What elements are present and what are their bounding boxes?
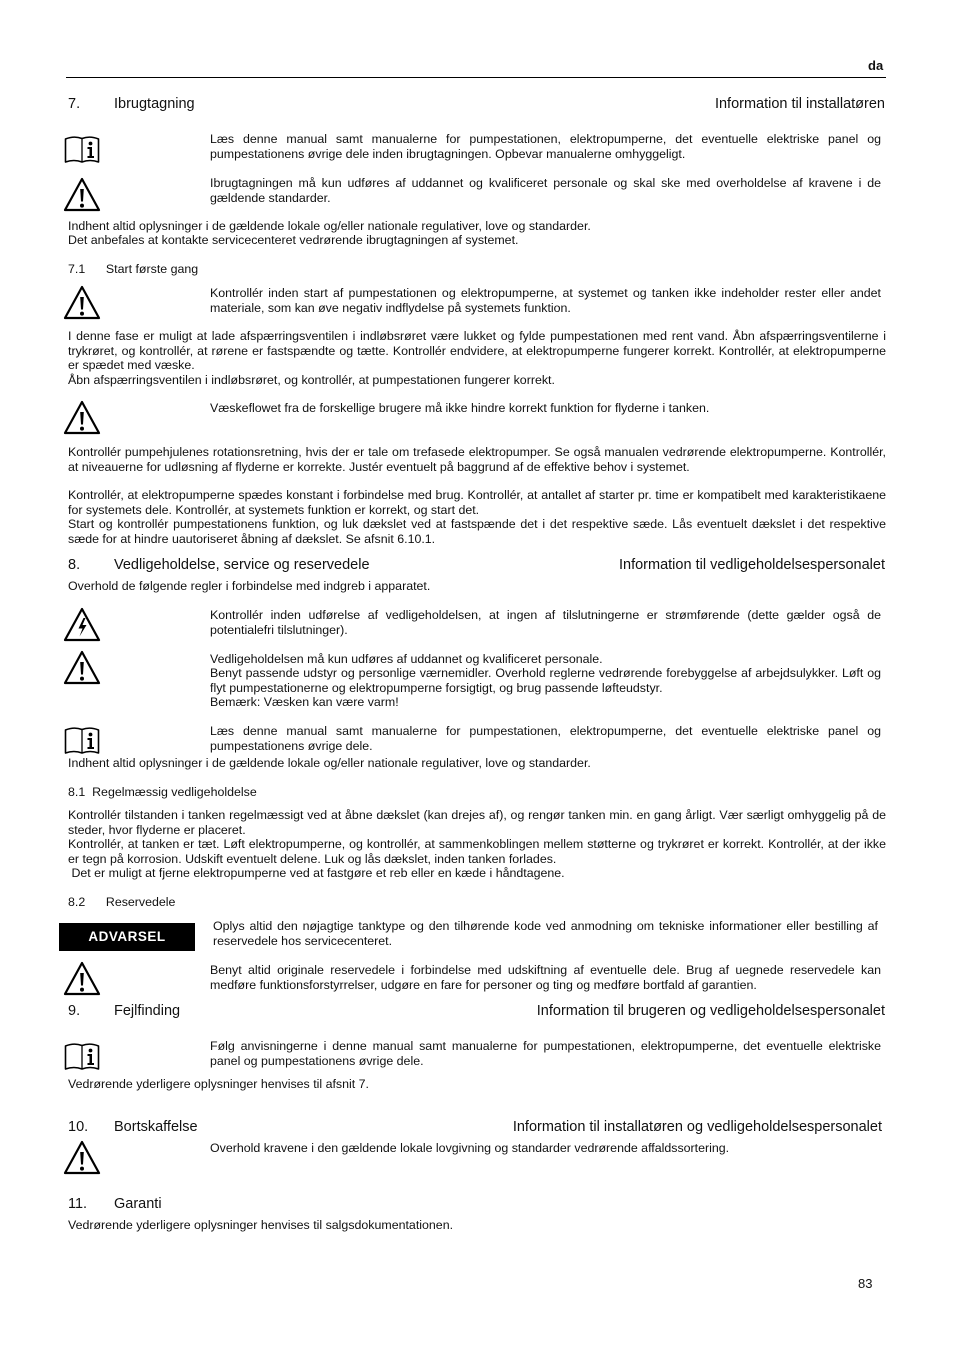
section-7-1-paragraph-3: Kontrollér pumpehjulenes rotationsretning, hvis der er tale om trefasede elektropumper. Se også manualen vedrørende elektropumperne. Kontrollér, at niveauerne for udløsning af flyderne er korrekte. Justér eventuelt på baggrund af de effektive behov i systemet. xyxy=(68,445,886,474)
section-7-1-warning-note-2: Væskeflowet fra de forskellige brugere må ikke hindre korrekt funktion for flyderne i tanken. xyxy=(210,401,710,415)
section-8-2-badge-text: Oplys altid den nøjagtige tanktype og den tilhørende kode ved anmodning om tekniske informationer eller bestilling af reservedele hos servicecenteret. xyxy=(213,919,878,948)
section-7-1-warning-note: Kontrollér inden start af pumpestationen og elektropumperne, at systemet og tanken ikke indeholder rester eller andet materiale, som kan øve negativ indflydelse på systemets funktion. xyxy=(210,286,881,315)
section-9-text: Vedrørende yderligere oplysninger henvises til afsnit 7. xyxy=(68,1077,369,1091)
section-7-1-paragraph-2: Åbn afspærringsventilen i indløbsrøret, og kontrollér, at pumpestationen fungerer korrekt. xyxy=(68,373,555,387)
warning-triangle-icon xyxy=(63,1140,101,1175)
section-8-warning-line-2: Benyt passende udstyr og personlige værnemidler. Overhold reglerne vedrørende forebyggelse af arbejdsulykker. Løft og flyt pumpestationerne og elektropumperne forsigtigt, og brug passende løfteudstyr. xyxy=(210,666,881,695)
section-7-title: Ibrugtagning xyxy=(114,96,195,112)
warning-triangle-icon xyxy=(63,177,101,212)
section-8-warning-line-1: Vedligeholdelsen må kun udføres af uddannet og kvalificeret personale. xyxy=(210,652,603,666)
section-7-1-paragraph-4: Kontrollér, at elektropumperne spædes konstant i forbindelse med brug. Kontrollér, at antallet af starter pr. time er kompatibelt med karakteristikaene for systemets dele. Kontrollér, at systemets funktion er korrekt, og start det. xyxy=(68,488,886,517)
section-9-info-note: Følg anvisningerne i denne manual samt manualerne for pumpestationen, elektropumperne, det eventuelle elektriske panel og pumpestationens øvrige dele. xyxy=(210,1039,881,1068)
warning-triangle-icon xyxy=(63,650,101,685)
section-9-title: Fejlfinding xyxy=(114,1003,181,1019)
advarsel-badge: ADVARSEL xyxy=(59,923,195,951)
section-10-warning-note: Overhold kravene i den gældende lokale lovgivning og standarder vedrørende affaldssortering. xyxy=(210,1141,730,1155)
section-10-title: Bortskaffelse xyxy=(114,1119,198,1135)
warning-triangle-icon xyxy=(63,400,101,435)
section-10-audience: Information til installatøren og vedligeholdelsespersonalet xyxy=(512,1119,882,1135)
manual-info-icon xyxy=(63,726,101,756)
section-8-2-warning-note: Benyt altid originale reservedele i forbindelse med udskiftning af eventuelle dele. Brug af uegnede reservedele kan medføre funktionsforstyrrelser, udgøre en fare for personer og ting og medføre bortfald af garantien. xyxy=(210,963,881,992)
section-11-number: 11. xyxy=(68,1196,88,1212)
section-8-2-title: 8.2 Reservedele xyxy=(68,895,176,909)
section-7-audience: Information til installatøren xyxy=(714,96,885,112)
section-8-number: 8. xyxy=(68,557,81,573)
section-8-intro: Overhold de følgende regler i forbindelse med indgreb i apparatet. xyxy=(68,579,431,593)
section-8-warning-line-3: Bemærk: Væsken kan være varm! xyxy=(210,695,399,709)
section-8-title: Vedligeholdelse, service og reservedele xyxy=(114,557,370,573)
section-10-number: 10. xyxy=(68,1119,89,1135)
section-7-text-line-1: Indhent altid oplysninger i de gældende lokale og/eller nationale regulativer, love og standarder. xyxy=(68,219,591,233)
electric-hazard-icon xyxy=(63,607,101,642)
section-7-1-title: 7.1 Start første gang xyxy=(68,262,199,276)
section-7-warning-note: Ibrugtagningen må kun udføres af uddannet og kvalificeret personale og skal ske med overholdelse af kravene i de gældende standarder. xyxy=(210,176,881,205)
section-8-text: Indhent altid oplysninger i de gældende lokale og/eller nationale regulativer, love og standarder. xyxy=(68,756,591,770)
section-7-text-line-2: Det anbefales at kontakte servicecenteret vedrørende ibrugtagningen af systemet. xyxy=(68,233,519,247)
warning-triangle-icon xyxy=(63,285,101,320)
section-8-1-title: 8.1 Regelmæssig vedligeholdelse xyxy=(68,785,257,799)
section-7-number: 7. xyxy=(68,96,81,112)
section-8-electric-warning: Kontrollér inden udførelse af vedligeholdelsen, at ingen af tilslutningerne er strømførende (dette gælder også de potentialefri tilslutninger). xyxy=(210,608,881,637)
section-11-text: Vedrørende yderligere oplysninger henvises til salgsdokumentationen. xyxy=(68,1218,454,1232)
section-8-info-note: Læs denne manual samt manualerne for pumpestationen, elektropumperne, det eventuelle elektriske panel og pumpestationens øvrige dele. xyxy=(210,724,881,753)
section-7-1-paragraph-5: Start og kontrollér pumpestationens funktion, og luk dækslet ved at fastspænde det i det respektive sæde. Lås eventuelt dækslet i det respektive sæde for at hindre uautoriseret åbning af dækslet. Se afsnit 6.10.1. xyxy=(68,517,886,546)
warning-triangle-icon xyxy=(63,961,101,996)
section-9-audience: Information til brugeren og vedligeholdelsespersonalet xyxy=(536,1003,885,1019)
section-7-1-paragraph-1: I denne fase er muligt at lade afspærringsventilen i indløbsrøret være lukket og fylde pumpestationen med rent vand. Åbn afspærringsventilerne i trykrøret, og kontrollér, at rørene er fastspændte og tætte. Kontrollér endvidere, at elektropumperne fungerer korrekt. Kontrollér, at elektropumperne er spædet med væske. xyxy=(68,329,886,372)
manual-info-icon xyxy=(63,1042,101,1072)
section-7-info-note: Læs denne manual samt manualerne for pumpestationen, elektropumperne, det eventuelle elektriske panel og pumpestationens øvrige dele inden ibrugtagningen. Opbevar manualerne omhyggeligt. xyxy=(210,132,881,161)
section-8-1-paragraph-1: Kontrollér tilstanden i tanken regelmæssigt ved at åbne dækslet (kan drejes af), og rengør tanken min. en gang årligt. Vær særligt omhyggelig på de steder, hvor flyderne er placeret. xyxy=(68,808,886,837)
page-number: 83 xyxy=(858,1276,873,1291)
section-9-number: 9. xyxy=(68,1003,81,1019)
section-8-1-paragraph-3: Det er muligt at fjerne elektropumperne ved at fastgøre et reb eller en kæde i håndtagene. xyxy=(68,866,565,880)
manual-info-icon xyxy=(63,135,101,165)
language-code: da xyxy=(868,58,884,73)
section-11-title: Garanti xyxy=(114,1196,162,1212)
section-8-1-paragraph-2: Kontrollér, at tanken er tæt. Løft elektropumperne, og kontrollér, at sammenkoblingen mellem støtterne og trykrøret er korrekt. Kontrollér, at der ikke er tegn på korrosion. Udskift eventuelt delene. Luk og lås dækslet, inden tanken forlades. xyxy=(68,837,886,866)
header-rule xyxy=(66,77,886,78)
section-8-audience: Information til vedligeholdelsespersonalet xyxy=(619,557,885,573)
